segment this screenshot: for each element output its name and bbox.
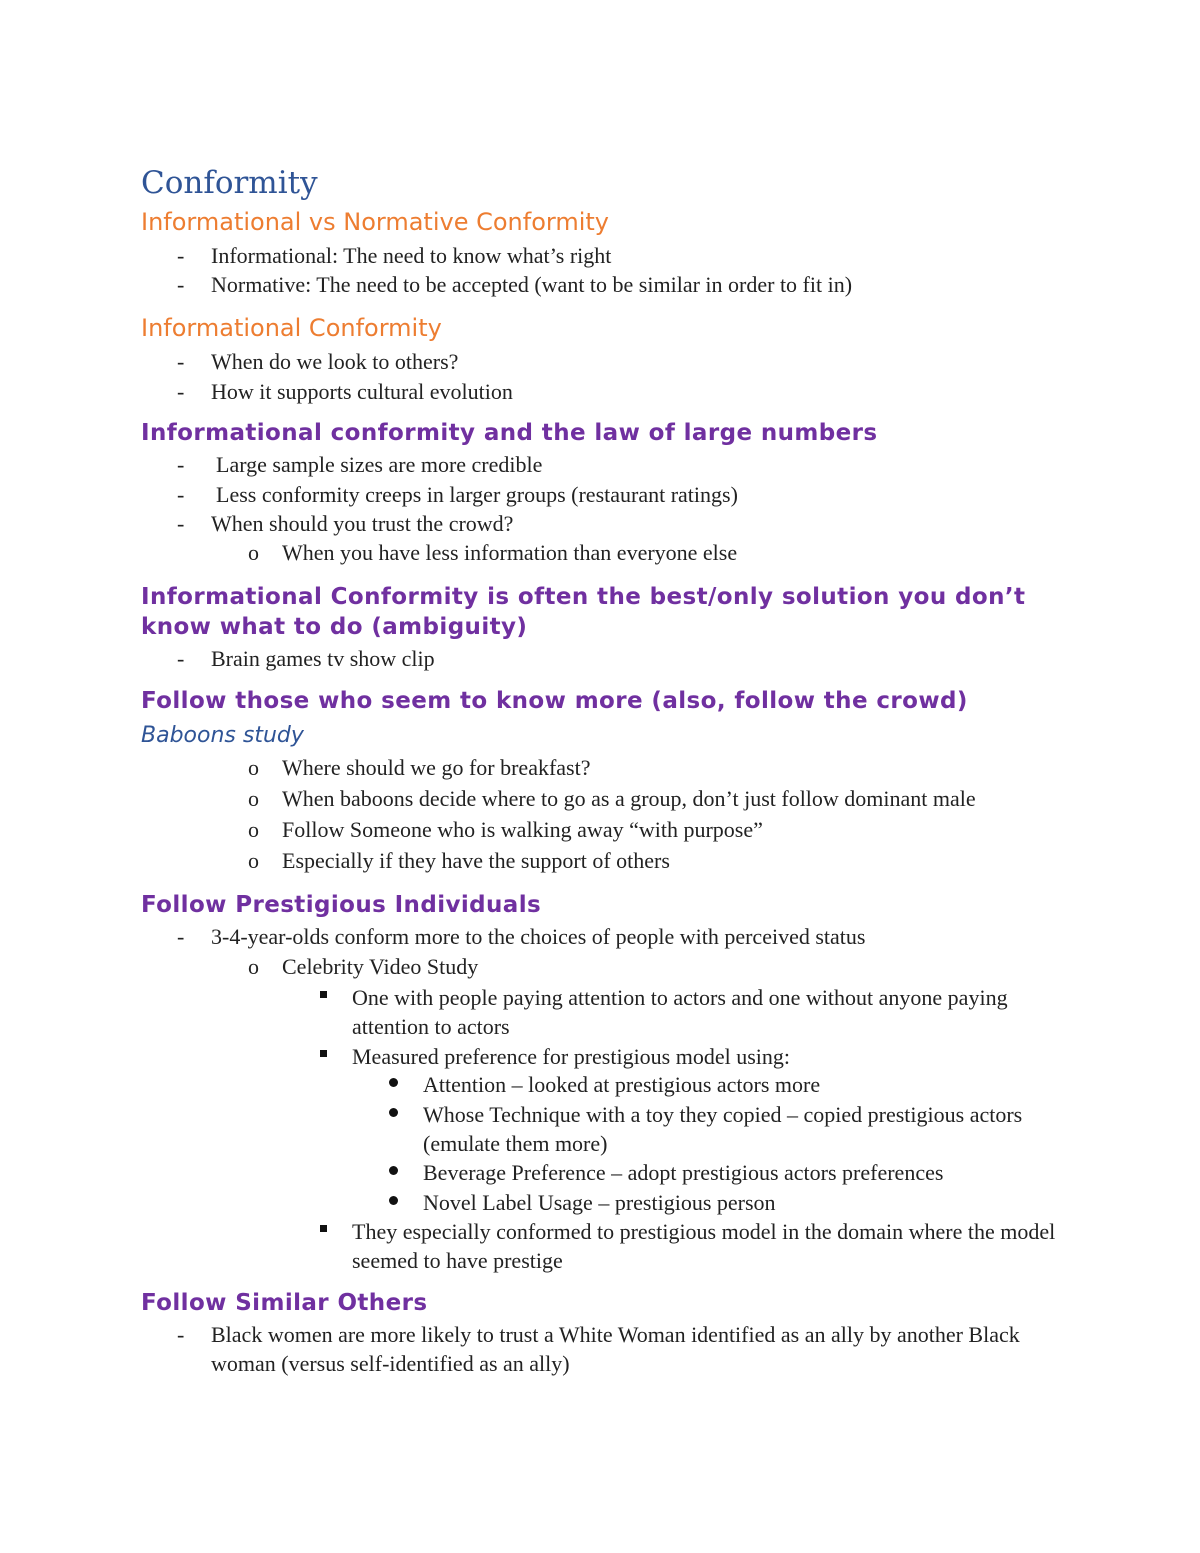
dash-marker: - (177, 924, 185, 949)
round-bullet (389, 1078, 398, 1087)
round-bullet (389, 1196, 398, 1205)
square-bullet (320, 1225, 327, 1232)
circle-marker: o (248, 755, 259, 780)
list-item: Black women are more likely to trust a White Woman identified as an ally by another Black woman (versus self-identified as an ally) (211, 1322, 1020, 1376)
list-subitem: Follow Someone who is walking away “with purpose” (282, 817, 763, 842)
heading-inf-vs-norm: Informational vs Normative Conformity (141, 208, 609, 236)
list-subitem: When baboons decide where to go as a group, don’t just follow dominant male (282, 786, 976, 811)
list-subitem: Especially if they have the support of others (282, 848, 670, 873)
dash-marker: - (177, 482, 185, 507)
list-level4-item: Beverage Preference – adopt prestigious actors preferences (423, 1160, 944, 1185)
heading-ambiguity: Informational Conformity is often the best/only solution you don’t know what to do (ambiguity) (141, 584, 1026, 640)
list-level3-item: Measured preference for prestigious model using: (352, 1044, 791, 1069)
list-item: 3-4-year-olds conform more to the choices of people with perceived status (211, 924, 866, 949)
dash-marker: - (177, 646, 185, 671)
page-title: Conformity (141, 165, 318, 201)
dash-marker: - (177, 379, 185, 404)
round-bullet (389, 1166, 398, 1175)
dash-marker: - (177, 349, 185, 374)
square-bullet (320, 1050, 327, 1057)
heading-large-numbers: Informational conformity and the law of large numbers (141, 420, 878, 446)
dash-marker: - (177, 452, 185, 477)
list-item: Normative: The need to be accepted (want to be similar in order to fit in) (211, 272, 853, 297)
dash-marker: - (177, 511, 185, 536)
circle-marker: o (248, 954, 259, 979)
list-item: Less conformity creeps in larger groups (restaurant ratings) (216, 482, 738, 507)
list-level3-item: They especially conformed to prestigious model in the domain where the model seemed to have prestige (352, 1219, 1056, 1273)
list-item: How it supports cultural evolution (211, 379, 513, 404)
list-item: Informational: The need to know what’s right (211, 243, 612, 268)
square-bullet (320, 991, 327, 998)
list-item: Large sample sizes are more credible (216, 452, 543, 477)
dash-marker: - (177, 243, 185, 268)
circle-marker: o (248, 540, 259, 565)
heading-follow-know-more: Follow those who seem to know more (also, follow the crowd) (141, 688, 968, 714)
list-subitem: Where should we go for breakfast? (282, 755, 591, 780)
list-item: When should you trust the crowd? (211, 511, 514, 536)
dash-marker: - (177, 272, 185, 297)
circle-marker: o (248, 848, 259, 873)
list-item: When do we look to others? (211, 349, 459, 374)
list-subitem: When you have less information than everyone else (282, 540, 738, 565)
subheading-baboons-study: Baboons study (141, 723, 304, 748)
list-level4-item: Novel Label Usage – prestigious person (423, 1190, 776, 1215)
list-level4-item: Whose Technique with a toy they copied – copied prestigious actors (emulate them more) (423, 1102, 1023, 1156)
list-level3-item: One with people paying attention to actors and one without anyone paying attention to actors (352, 985, 1008, 1039)
circle-marker: o (248, 786, 259, 811)
list-subitem: Celebrity Video Study (282, 954, 479, 979)
round-bullet (389, 1108, 398, 1117)
list-level4-item: Attention – looked at prestigious actors more (423, 1072, 821, 1097)
dash-marker: - (177, 1322, 185, 1347)
heading-similar: Follow Similar Others (141, 1290, 428, 1316)
heading-prestigious: Follow Prestigious Individuals (141, 892, 542, 918)
circle-marker: o (248, 817, 259, 842)
heading-informational: Informational Conformity (141, 314, 442, 342)
list-item: Brain games tv show clip (211, 646, 435, 671)
